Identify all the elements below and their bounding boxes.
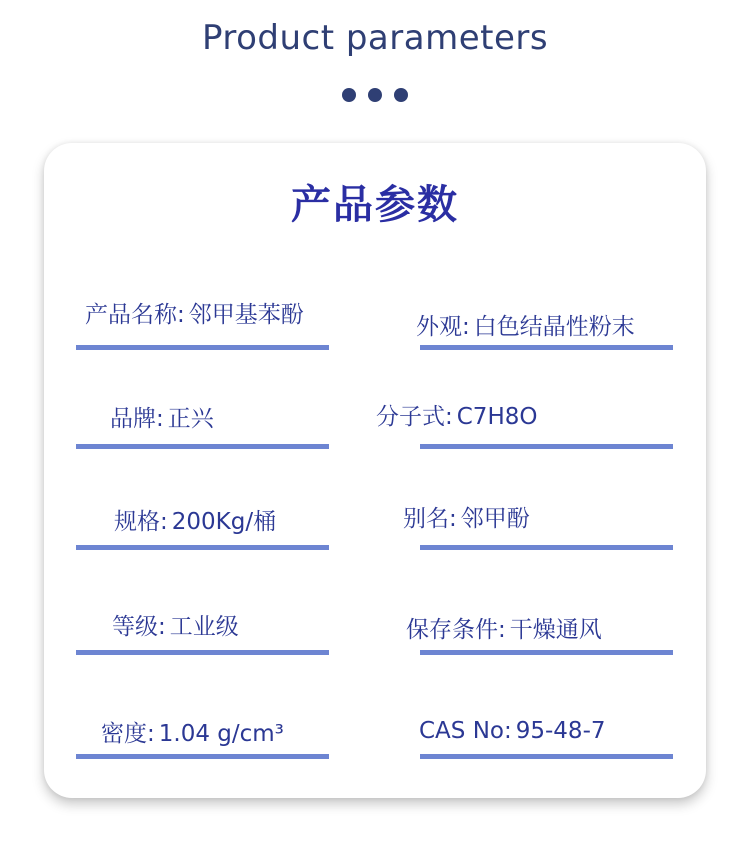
field-underline bbox=[420, 754, 673, 759]
field-underline bbox=[76, 650, 329, 655]
field-formula bbox=[376, 403, 537, 431]
field-value: 邻甲酚 bbox=[460, 506, 530, 532]
dot-icon bbox=[394, 88, 408, 102]
field-cas-no bbox=[419, 717, 606, 745]
dot-icon bbox=[342, 88, 356, 102]
field-underline bbox=[420, 444, 673, 449]
field-product-name bbox=[85, 301, 304, 329]
field-value: 1.04 g/cm³ bbox=[158, 721, 284, 747]
parameters-card bbox=[44, 143, 706, 798]
field-grade bbox=[112, 613, 239, 641]
page-title: Product parameters bbox=[201, 18, 549, 58]
field-specification bbox=[114, 508, 276, 536]
field-label: 别名: bbox=[403, 506, 457, 532]
field-label: 规格: bbox=[114, 509, 168, 535]
field-value: 工业级 bbox=[169, 614, 239, 640]
field-label: 等级: bbox=[112, 614, 166, 640]
field-underline bbox=[420, 650, 673, 655]
field-storage bbox=[406, 616, 602, 644]
field-value: 200Kg/桶 bbox=[171, 509, 277, 535]
field-value: 正兴 bbox=[167, 406, 214, 432]
field-label: 保存条件: bbox=[406, 617, 506, 643]
field-label: 品牌: bbox=[110, 406, 164, 432]
field-value: 白色结晶性粉末 bbox=[473, 314, 635, 340]
card-title: 产品参数 bbox=[291, 182, 459, 228]
field-value: 邻甲基苯酚 bbox=[188, 302, 304, 328]
field-brand bbox=[110, 405, 214, 433]
field-alias bbox=[403, 505, 530, 533]
field-value: 干燥通风 bbox=[509, 617, 602, 643]
field-value: C7H8O bbox=[456, 404, 538, 430]
field-label: CAS No: bbox=[419, 718, 512, 744]
field-label: 密度: bbox=[101, 721, 155, 747]
field-underline bbox=[420, 545, 673, 550]
field-label: 分子式: bbox=[376, 404, 453, 430]
field-underline bbox=[76, 754, 329, 759]
decorative-dots bbox=[0, 88, 750, 102]
field-underline bbox=[76, 545, 329, 550]
field-underline bbox=[76, 345, 329, 350]
field-density bbox=[101, 720, 284, 748]
dot-icon bbox=[368, 88, 382, 102]
field-label: 外观: bbox=[416, 314, 470, 340]
field-underline bbox=[76, 444, 329, 449]
field-appearance bbox=[416, 313, 635, 341]
field-underline bbox=[420, 345, 673, 350]
field-label: 产品名称: bbox=[85, 302, 185, 328]
field-value: 95-48-7 bbox=[515, 718, 606, 744]
